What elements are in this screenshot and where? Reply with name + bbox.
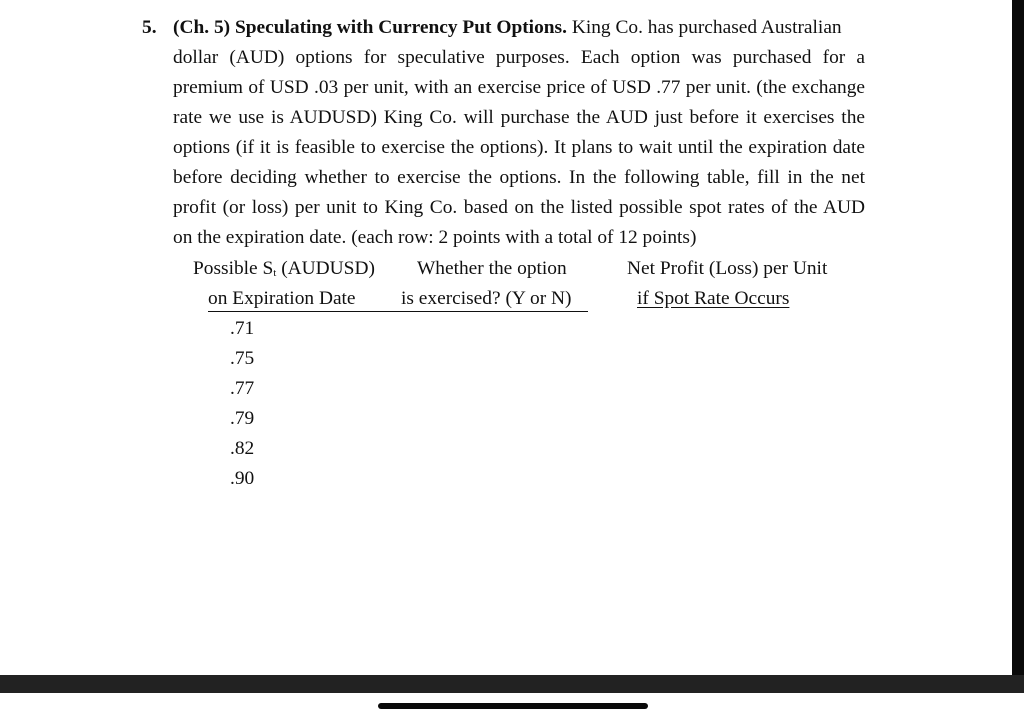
question-title: (Ch. 5) Speculating with Currency Put Options. [173,17,567,38]
col1-header: Possible St (AUDUSD) [193,258,375,279]
header-underline [208,311,588,312]
question-line: dollar (AUD) options for speculative purposes. Each option was purchased for a [173,47,865,68]
home-indicator[interactable] [378,703,648,709]
question-number: 5. [142,17,157,38]
col1-header-line2: on Expiration Date [208,288,356,309]
rate-row: .90 [230,468,255,489]
rate-row: .71 [230,318,255,339]
question-line: profit (or loss) per unit to King Co. based on the listed possible spot rates of the AUD [173,197,865,218]
rate-row: .79 [230,408,255,429]
rate-row: .82 [230,438,255,459]
col3-header-line2: if Spot Rate Occurs [637,288,790,309]
question-line-1-rest: King Co. has purchased Australian [571,17,842,38]
rate-row: .75 [230,348,255,369]
question-line-1 [142,13,867,43]
window-right-edge [1012,0,1024,693]
question-line: rate we use is AUDUSD) King Co. will purchase the AUD just before it exercises the [173,107,865,128]
question-block [142,13,867,253]
question-line: on the expiration date. (each row: 2 points with a total of 12 points) [173,227,697,248]
question-line: premium of USD .03 per unit, with an exercise price of USD .77 per unit. (the exchange [173,77,865,98]
rate-row: .77 [230,378,255,399]
col2-header-line2: is exercised? (Y or N) [401,288,572,309]
col3-header: Net Profit (Loss) per Unit [627,258,828,279]
col2-header: Whether the option [417,258,567,279]
question-line: options (if it is feasible to exercise the options). It plans to wait until the expiration date [173,137,865,158]
bottom-toolbar-band [0,675,1024,693]
question-line: before deciding whether to exercise the options. In the following table, fill in the net [173,167,865,188]
